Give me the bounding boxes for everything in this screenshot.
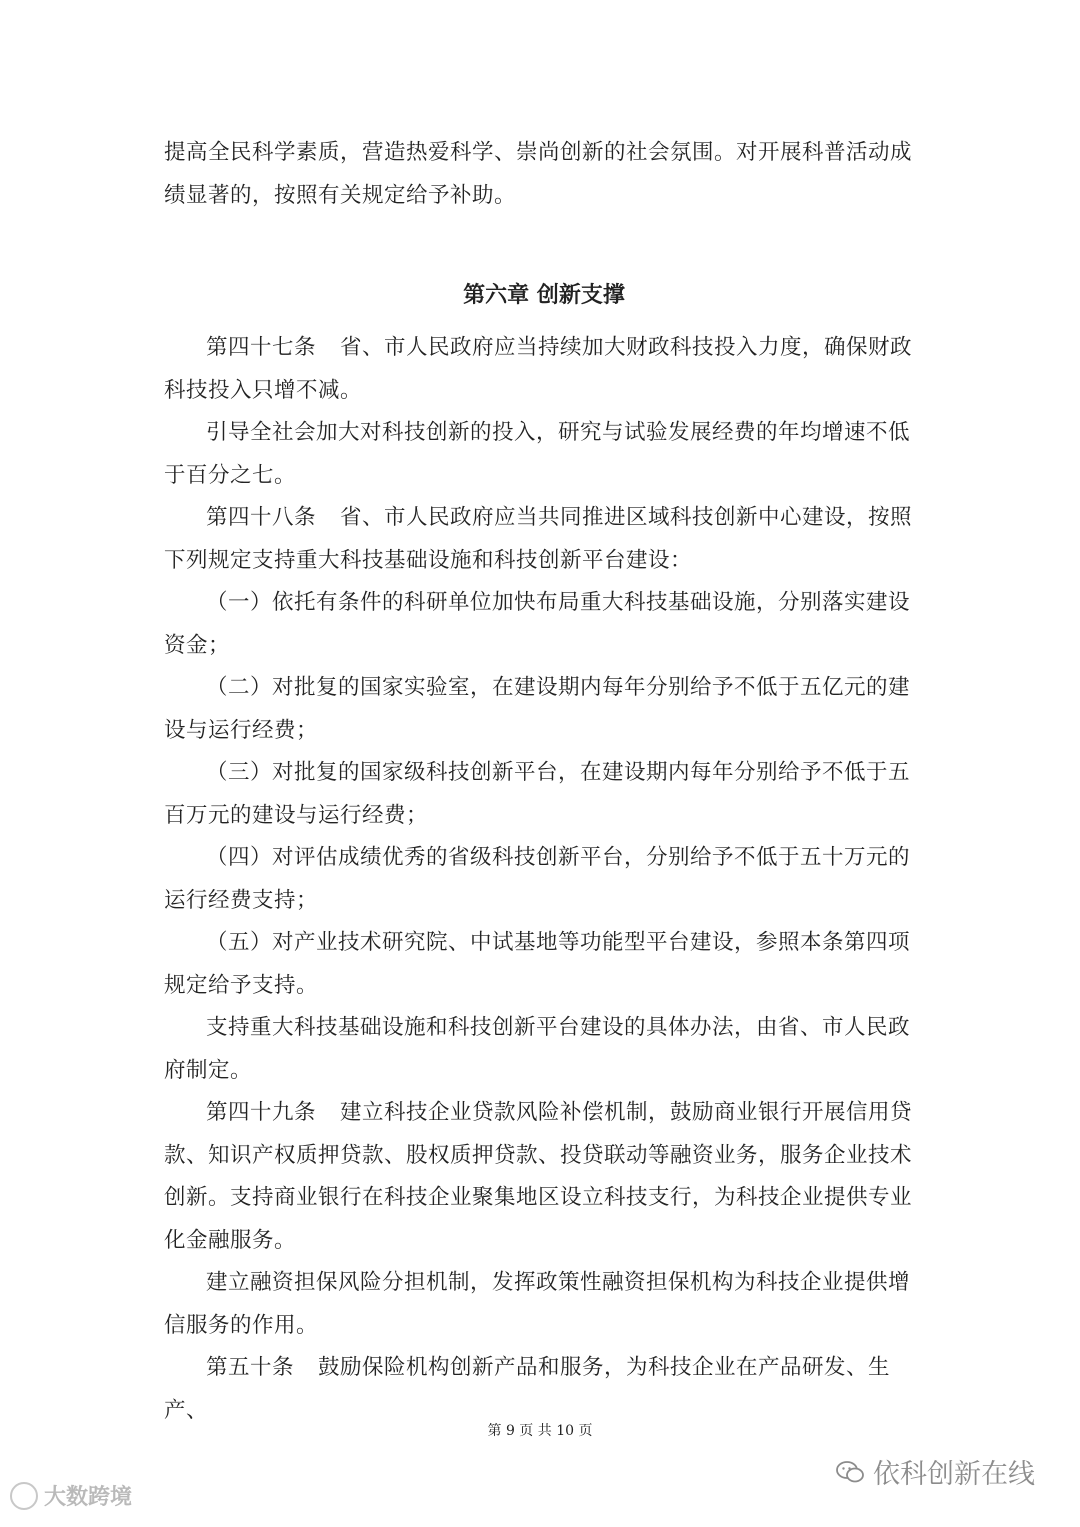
chapter-title: 第六章 创新支撑 [463,283,625,308]
document-body [164,132,924,1432]
watermark-left-text: 大数跨境 [44,1485,133,1510]
paragraph: 支持重大科技基础设施和科技创新平台建设的具体办法，由省、市人民政府制定。 [164,1015,911,1083]
page-footer: 第 9 页 共 10 页 [487,1423,593,1439]
list-item: （四）对评估成绩优秀的省级科技创新平台，分别给予不低于五十万元的运行经费支持； [164,845,911,913]
watermark-right-text: 依科创新在线 [873,1459,1035,1490]
wechat-icon [835,1459,865,1485]
article-text: 建立科技企业贷款风险补偿机制，鼓励商业银行开展信用贷款、知识产权质押贷款、股权质押贷款、投贷联动等融资业务，服务企业技术创新。支持商业银行在科技企业聚集地区设立科技支行，为科技企业提供专业化金融服务。 [164,1100,913,1253]
article-label: 第四十八条 [206,505,317,530]
article-49 [164,1092,924,1262]
article-label: 第四十九条 [206,1100,317,1125]
list-item: （二）对批复的国家实验室，在建设期内每年分别给予不低于五亿元的建设与运行经费； [164,675,911,743]
brand-logo-icon [10,1482,38,1510]
article-text: 省、市人民政府应当共同推进区域科技创新中心建设，按照下列规定支持重大科技基础设施和科技创新平台建设： [164,505,913,573]
watermark-right [835,1452,1035,1491]
watermark-left [10,1480,132,1511]
article-text: 鼓励保险机构创新产品和服务，为科技企业在产品研发、生产、 [164,1355,891,1423]
article-48 [164,497,924,582]
paragraph: 提高全民科学素质，营造热爱科学、崇尚创新的社会氛围。对开展科普活动成绩显著的，按照有关规定给予补助。 [164,140,913,208]
list-item: （一）依托有条件的科研单位加快布局重大科技基础设施，分别落实建设资金； [164,590,911,658]
article-label: 第五十条 [206,1355,295,1380]
article-label: 第四十七条 [206,335,317,360]
list-item: （三）对批复的国家级科技创新平台，在建设期内每年分别给予不低于五百万元的建设与运行经费； [164,760,911,828]
list-item: （五）对产业技术研究院、中试基地等功能型平台建设，参照本条第四项规定给予支持。 [164,930,911,998]
paragraph: 引导全社会加大对科技创新的投入，研究与试验发展经费的年均增速不低于百分之七。 [164,420,911,488]
paragraph: 建立融资担保风险分担机制，发挥政策性融资担保机构为科技企业提供增信服务的作用。 [164,1270,911,1338]
article-text: 省、市人民政府应当持续加大财政科技投入力度，确保财政科技投入只增不减。 [164,335,913,403]
article-47 [164,327,924,412]
